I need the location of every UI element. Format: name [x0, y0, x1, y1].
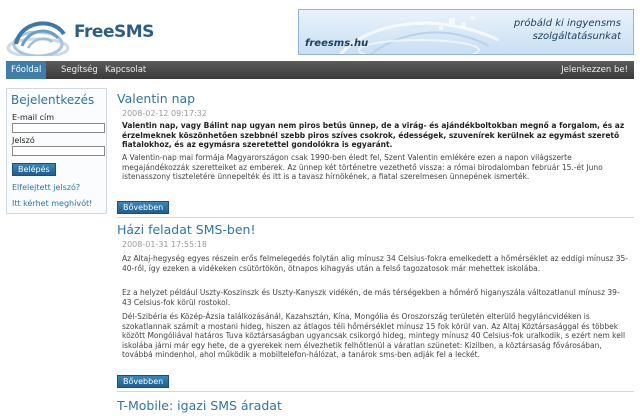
- nav-item-home[interactable]: Főoldal: [6, 61, 46, 79]
- post-date: 2008-02-12 09:17:32: [122, 109, 207, 118]
- forgot-password-link[interactable]: Elfelejtett jelszó?: [12, 183, 81, 192]
- nav-item-contact[interactable]: Kapcsolat: [105, 65, 147, 75]
- main-nav: [6, 61, 634, 79]
- promo-banner[interactable]: [298, 9, 634, 55]
- logo-text[interactable]: FreeSMS: [74, 22, 154, 42]
- password-label: Jelszó: [12, 136, 35, 145]
- post-divider: [117, 217, 634, 218]
- read-more-button[interactable]: Bővebben: [117, 375, 169, 388]
- post-title-tmobile[interactable]: T-Mobile: igazi SMS áradat: [117, 398, 282, 413]
- password-field[interactable]: [12, 146, 105, 156]
- post-paragraph: Az Altaj-hegység egyes részein erős felmelegedés folytán alig mínusz 34 Celsius-fokra emelkedett a hőmérséklet az eddigi mínusz 35-40-ről, így ezeken a vidékeken csütörtökön, ötnapos kihagyás után a felső tagozatosok már mehettek iskolába.: [122, 254, 628, 273]
- post-body: A Valentin-nap mai formája Magyarországon csak 1990-ben éledt fel, Szent Valentin emlékére ezen a napon világszerte megajándékozzák szeretteiket az emberek. Az ünnep két történetre vezethető vissza: a római birodalomban február 15.-ét Juno istenasszony tiszteletére ünnepelték és itt is a tavasz hírnökének, a fiatal szerelmesen ünnepének ismerték.: [122, 153, 603, 182]
- post-divider: [117, 391, 634, 392]
- email-label: E-mail cím: [12, 113, 55, 122]
- post-title-valentin[interactable]: Valentin nap: [117, 91, 196, 106]
- nav-item-help[interactable]: Segítség: [61, 65, 98, 75]
- post-paragraph: Ez a helyzet például Uszty-Koszinszk és Uszty-Kanyszk vidékén, de más térségekben a hőmérő higanyszála változatlanul mínusz 39-43 Celsius-fok körül rostokol.: [122, 288, 620, 307]
- post-title-homework[interactable]: Házi feladat SMS-ben!: [117, 222, 256, 237]
- post-date: 2008-01-31 17:55:18: [122, 240, 207, 249]
- read-more-button[interactable]: Bővebben: [117, 201, 169, 214]
- site-header: [0, 0, 640, 60]
- post-lead: Valentin nap, vagy Bálint nap ugyan nem piros betűs ünnep, de a virág- és ajándékboltokban megnő a forgalom, és az érzelmeknek köszönhetően szebbnél szebb piros szíves csokrok, édességek, szuvenírek kerülnek az egymást szerető fiatalokhoz, és az egymásra szeretettel gondolókra is egyaránt.: [122, 121, 625, 150]
- post-paragraph: Dél-Szibéria és Közép-Ázsia találkozásánál, Kazahsztán, Kína, Mongólia és Oroszország területén elterülő hegyláncvidéken is szokatlannak számít a mostani hideg, hiszen az átlagos téli hőmérséklet mínusz 15 fok körül van. Az Altaj Köztársasággal és többek között Mongóliával határos Tuva köztársaságban ugyancsak csikorgó hideg, mintegy mínusz 40 Celsius-fok uralkodik, s ezért nem kell iskolába járni már egy hete, de a gyerekek nem élvezhetik felhőtlenül a váratlan szünetet: Kizilben, a köztársaság fővárosában, továbbá mindenhol, ahol működik a mobiltelefon-hálózat, a tanárok sms-ben adják fel a leckét.: [122, 312, 626, 360]
- nav-login-link[interactable]: Jelenkezzen be!: [561, 65, 628, 75]
- banner-text-line2: szolgáltatásunkat: [532, 31, 621, 42]
- login-button[interactable]: Belépés: [12, 163, 56, 176]
- login-box: [6, 88, 107, 214]
- banner-text-line1: próbáld ki ingyensms: [513, 18, 621, 29]
- logo-swirl-icon: [6, 4, 80, 56]
- banner-domain: freesms.hu: [305, 38, 369, 49]
- login-title: Bejelentkezés: [11, 93, 95, 107]
- email-field[interactable]: [12, 123, 105, 133]
- request-invite-link[interactable]: Itt kérhet meghívót!: [12, 199, 93, 208]
